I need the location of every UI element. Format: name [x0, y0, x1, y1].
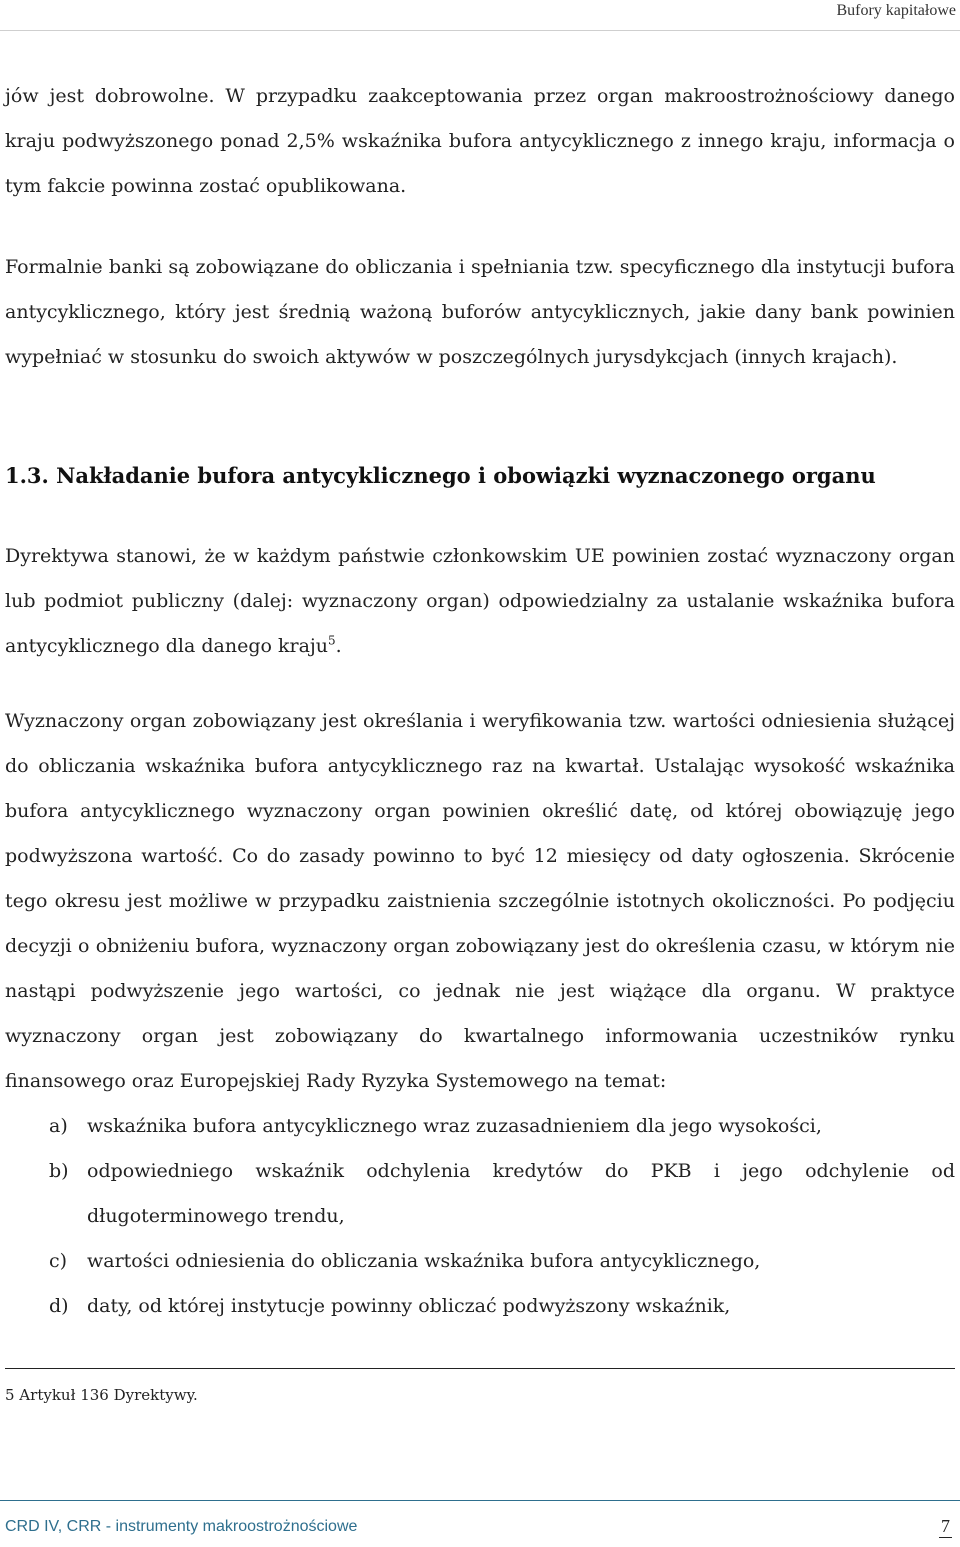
footnote: 5 Artykuł 136 Dyrektywy.	[5, 1386, 198, 1404]
list-item	[5, 1104, 955, 1149]
paragraph-continuation: jów jest dobrowolne. W przypadku zaakceptowania przez organ makroostrożnościowy danego kraju podwyższonego ponad 2,5% wskaźnika bufora antycyklicznego z innego kraju, informacja o tym fakcie powinna zostać opublikowana.	[5, 85, 955, 197]
paragraph-directive-text: Dyrektywa stanowi, że w każdym państwie członkowskim UE powinien zostać wyznaczony organ lub podmiot publiczny (dalej: wyznaczony organ) odpowiedzialny za ustalanie wskaźnika bufora antycyklicznego dla danego kraju	[5, 545, 955, 657]
list-item-text: daty, od której instytucje powinny obliczać podwyższony wskaźnik,	[87, 1295, 731, 1317]
list-item	[5, 1284, 955, 1329]
footer-title: CRD IV, CRR - instrumenty makroostrożnościowe	[5, 1518, 358, 1535]
list-marker: a)	[49, 1115, 68, 1137]
paragraph-designated-authority: Wyznaczony organ zobowiązany jest określania i weryfikowania tzw. wartości odniesienia służącej do obliczania wskaźnika bufora antycyklicznego raz na kwartał. Ustalając wysokość wskaźnika bufora antycyklicznego wyznaczony organ powinien określić datę, od której obowiązuję jego podwyższona wartość. Co do zasady powinno to być 12 miesięcy od daty ogłoszenia. Skrócenie tego okresu jest możliwe w przypadku zaistnienia szczególnie istotnych okoliczności. Po podjęciu decyzji o obniżeniu bufora, wyznaczony organ zobowiązany jest do określenia czasu, w którym nie nastąpi podwyższenie jego wartości, co jednak nie jest wiążące dla organu. W praktyce wyznaczony organ jest zobowiązany do kwartalnego informowania uczestników rynku finansowego oraz Europejskiej Rady Ryzyka Systemowego na temat:	[5, 710, 955, 1092]
footnote-reference[interactable]: 5	[328, 633, 336, 648]
paragraph-specific-buffer: Formalnie banki są zobowiązane do obliczania i spełniania tzw. specyficznego dla instytucji bufora antycyklicznego, który jest średnią ważoną buforów antycyklicznych, jakie dany bank powinien wypełniać w stosunku do swoich aktywów w poszczególnych jurysdykcjach (innych krajach).	[5, 256, 955, 368]
list-item-text: odpowiedniego wskaźnik odchylenia kredytów do PKB i jego odchylenie od długoterminowego trendu,	[87, 1160, 955, 1227]
list-marker: b)	[49, 1160, 69, 1182]
section-text-block	[5, 534, 955, 1329]
section-heading: 1.3. Nakładanie bufora antycyklicznego i obowiązki wyznaczonego organu	[5, 463, 876, 488]
paragraph-directive	[5, 534, 955, 669]
list-marker: c)	[49, 1250, 68, 1272]
page-number: 7	[941, 1516, 950, 1536]
list-item	[5, 1239, 955, 1284]
paragraph-directive-end: .	[335, 635, 342, 657]
list-item-text: wartości odniesienia do obliczania wskaźnika bufora antycyklicznego,	[87, 1250, 761, 1272]
footnote-divider	[5, 1368, 955, 1369]
footer-divider	[0, 1500, 960, 1501]
list-marker: d)	[49, 1295, 69, 1317]
obligations-list	[5, 1104, 955, 1329]
list-item	[5, 1149, 955, 1239]
list-item-text: wskaźnika bufora antycyklicznego wraz zuzasadnieniem dla jego wysokości,	[87, 1115, 822, 1137]
header-divider	[0, 30, 960, 31]
header-title: Bufory kapitałowe	[836, 2, 956, 19]
top-text-block	[5, 74, 955, 380]
